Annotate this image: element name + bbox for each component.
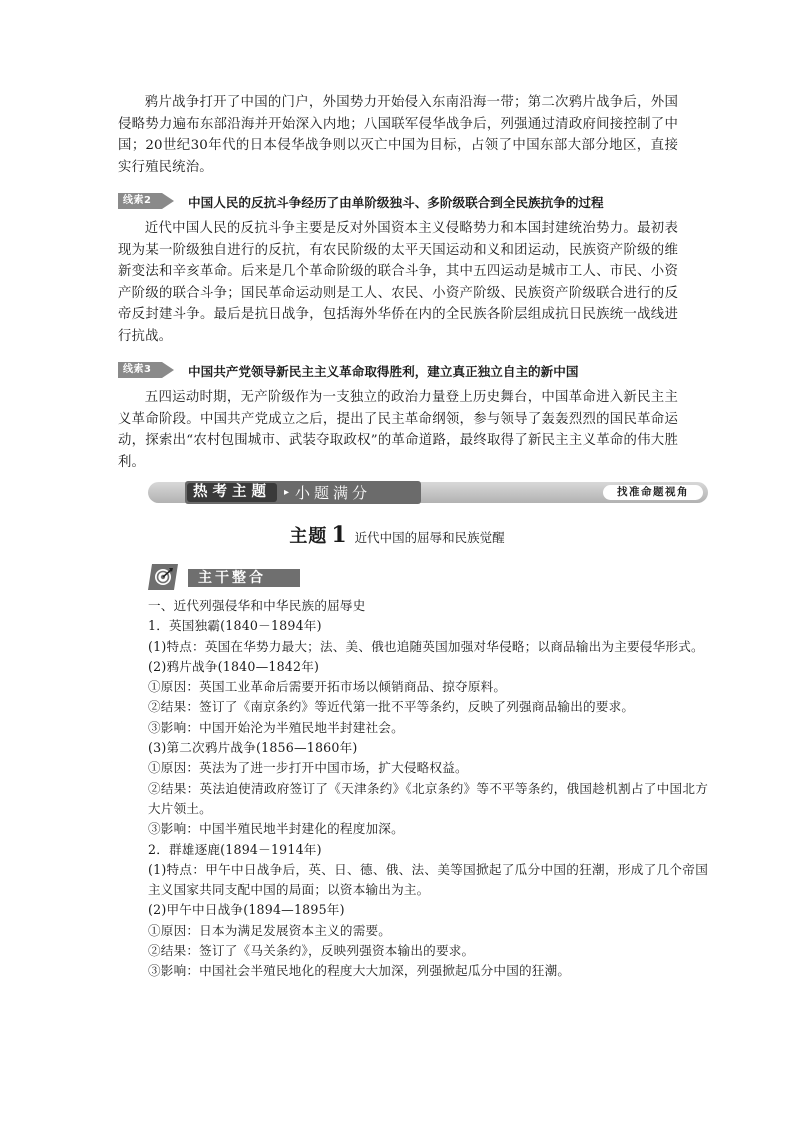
clue-3-heading: 中国共产党领导新民主主义革命取得胜利，建立真正独立自主的新中国 bbox=[188, 363, 579, 379]
outline-item: (1)特点：英国在华势力最大；法、美、俄也追随英国加强对华侵略；以商品输出为主要侵华形式。 bbox=[148, 638, 704, 654]
target-icon bbox=[148, 564, 178, 590]
topic-title-row bbox=[0, 522, 794, 548]
intro-paragraph: 鸦片战争打开了中国的门户，外国势力开始侵入东南沿海一带；第二次鸦片战争后，外国侵略势力遍布东部沿海并开始深入内地；八国联军侵华战争后，列强通过清政府间接控制了中国；20世纪30年代的日本侵华战争则以灭亡中国为目标，占领了中国东部大部分地区，直接实行殖民统治。 bbox=[118, 95, 678, 175]
topic-title: 近代中国的屈辱和民族觉醒 bbox=[354, 530, 505, 545]
outline-item: ①原因：日本为满足发展资本主义的需要。 bbox=[148, 922, 392, 938]
topic-label: 主题 bbox=[289, 526, 328, 547]
hot-topic-banner bbox=[148, 482, 708, 503]
topic-number: 1 bbox=[331, 522, 347, 548]
outline-item: ③影响：中国社会半殖民地化的程度大大加深，列强掀起瓜分中国的狂潮。 bbox=[148, 963, 571, 979]
outline-item: ③影响：中国开始沦为半殖民地半封建社会。 bbox=[148, 719, 404, 735]
outline-item: (1)特点：甲午中日战争后，英、日、德、俄、法、美等国掀起了瓜分中国的狂潮，形成了几个帝国主义国家共同支配中国的局面；以资本输出为主。 bbox=[148, 861, 708, 898]
outline-item: ②结果：签订了《马关条约》，反映列强资本输出的要求。 bbox=[148, 943, 475, 959]
clue-3-paragraph: 五四运动时期，无产阶级作为一支独立的政治力量登上历史舞台，中国革命进入新民主主义革命阶段。中国共产党成立之后，提出了民主革命纲领，参与领导了轰轰烈烈的国民革命运动，探索出“农村包围城市、武装夺取政权”的革命道路，最终取得了新民主主义革命的伟大胜利。 bbox=[118, 390, 678, 470]
study-guide-body bbox=[118, 92, 678, 473]
main-integration-badge bbox=[148, 564, 300, 590]
outline-item: (3)第二次鸦片战争(1856—1860年) bbox=[148, 740, 358, 756]
clue-2-paragraph: 近代中国人民的反抗斗争主要是反对外国资本主义侵略势力和本国封建统治势力。最初表现为某一阶级独自进行的反抗，有农民阶级的太平天国运动和义和团运动，民族资产阶级的维新变法和辛亥革命。后来是几个革命阶级的联合斗争，其中五四运动是城市工人、市民、小资产阶级的联合斗争；国民革命运动则是工人、农民、小资产阶级、民族资产阶级联合进行的反帝反封建斗争。最后是抗日战争，包括海外华侨在内的全民族各阶层组成抗日民族统一战线进行抗战。 bbox=[118, 221, 678, 344]
banner-hot-topic-label: 热考主题 bbox=[187, 483, 277, 502]
outline-list bbox=[148, 596, 708, 982]
badge-label: 主干整合 bbox=[188, 569, 300, 587]
outline-item: (2)甲午中日战争(1894—1895年) bbox=[148, 902, 345, 918]
banner-title-block bbox=[185, 481, 421, 504]
outline-item: (2)鸦片战争(1840—1842年) bbox=[148, 658, 320, 674]
clue-2-tag: 线索2 bbox=[118, 193, 162, 209]
outline-item: ①原因：英国工业革命后需要开拓市场以倾销商品、掠夺原料。 bbox=[148, 679, 507, 695]
clue-2-heading-row bbox=[118, 190, 678, 212]
outline-item: ②结果：英法迫使清政府签订了《天津条约》《北京条约》等不平等条约，俄国趁机割占了中国北方大片领土。 bbox=[148, 780, 708, 816]
clue-3-tag: 线索3 bbox=[118, 362, 162, 378]
banner-right-pill: 找准命题视角 bbox=[603, 485, 703, 500]
outline-item: ③影响：中国半殖民地半封建化的程度加深。 bbox=[148, 821, 404, 837]
outline-item: ①原因：英法为了进一步打开中国市场，扩大侵略权益。 bbox=[148, 760, 468, 776]
outline-item: ②结果：签订了《南京条约》等近代第一批不平等条约，反映了列强商品输出的要求。 bbox=[148, 699, 635, 715]
clue-2-heading: 中国人民的反抗斗争经历了由单阶级独斗、多阶级联合到全民族抗争的过程 bbox=[188, 194, 604, 210]
clue-3-heading-row bbox=[118, 359, 678, 381]
outline-section-heading: 一、近代列强侵华和中华民族的屈辱史 bbox=[148, 598, 366, 613]
outline-item: 2．群雄逐鹿(1894－1914年) bbox=[148, 841, 322, 857]
banner-arrow-icon: ▸ bbox=[284, 487, 290, 498]
banner-subtitle: 小题满分 bbox=[295, 484, 372, 502]
outline-item: 1．英国独霸(1840－1894年) bbox=[148, 618, 322, 634]
